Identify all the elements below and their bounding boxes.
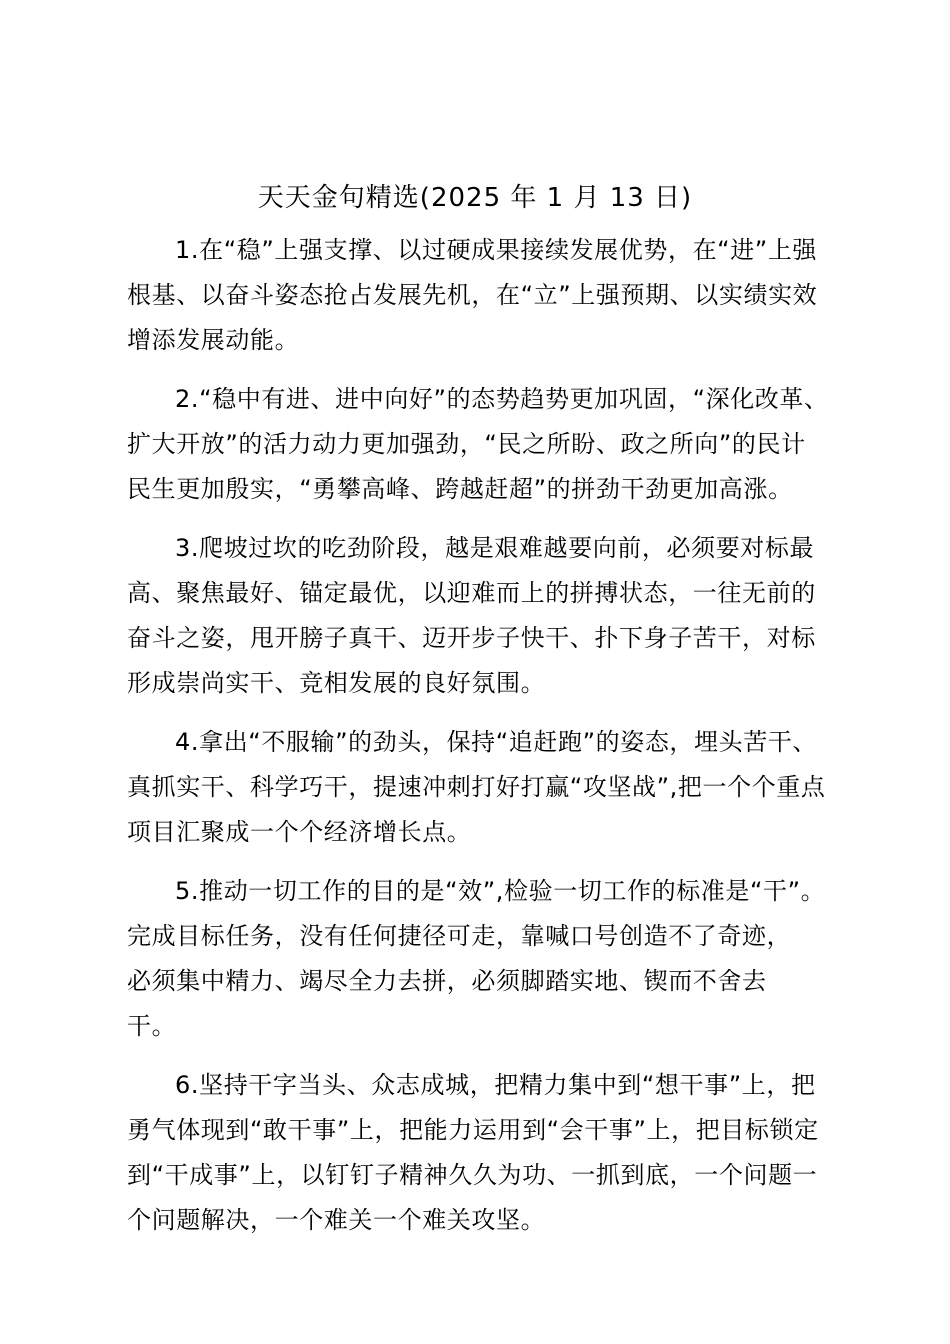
paragraph-line: 扩大开放”的活力动力更加强劲，“民之所盼、政之所向”的民计 [127, 430, 806, 458]
paragraph-line: 到“干成事”上，以钉钉子精神久久为功、一抓到底，一个问题一 [127, 1161, 818, 1189]
paragraph-1 [127, 228, 827, 363]
paragraph-line: 增添发展动能。 [127, 326, 300, 354]
paragraph-line: 5.推动一切工作的目的是“效”,检验一切工作的标准是“干”。 [175, 877, 826, 905]
paragraph-line: 2.“稳中有进、进中向好”的态势趋势更加巩固，“深化改革、 [175, 385, 829, 413]
paragraph-6 [127, 1063, 827, 1243]
paragraph-2 [127, 377, 827, 512]
document-body [127, 228, 827, 1257]
paragraph-line: 根基、以奋斗姿态抢占发展先机，在“立”上强预期、以实绩实效 [127, 281, 818, 309]
paragraph-line: 个问题解决，一个难关一个难关攻坚。 [127, 1206, 546, 1234]
paragraph-line: 奋斗之姿，甩开膀子真干、迈开步子快干、扑下身子苦干，对标 [127, 624, 816, 652]
paragraph-line: 6.坚持干字当头、众志成城，把精力集中到“想干事”上，把 [175, 1071, 816, 1099]
paragraph-4 [127, 720, 827, 855]
document-title: 天天金句精选(2025 年 1 月 13 日) [257, 183, 693, 213]
paragraph-line: 3.爬坡过坎的吃劲阶段，越是艰难越要向前，必须要对标最 [175, 534, 815, 562]
paragraph-3 [127, 526, 827, 706]
paragraph-5 [127, 869, 827, 1049]
paragraph-line: 干。 [127, 1012, 177, 1040]
paragraph-line: 项目汇聚成一个个经济增长点。 [127, 818, 472, 846]
paragraph-line: 真抓实干、科学巧干，提速冲刺打好打赢“攻坚战”,把一个个重点 [127, 773, 826, 801]
paragraph-line: 4.拿出“不服输”的劲头，保持“追赶跑”的姿态，埋头苦干、 [175, 728, 818, 756]
paragraph-line: 民生更加殷实，“勇攀高峰、跨越赶超”的拼劲干劲更加高涨。 [127, 475, 793, 503]
paragraph-line: 完成目标任务，没有任何捷径可走，靠喊口号创造不了奇迹， [127, 922, 792, 950]
paragraph-line: 必须集中精力、竭尽全力去拼，必须脚踏实地、锲而不舍去 [127, 967, 767, 995]
paragraph-line: 1.在“稳”上强支撑、以过硬成果接续发展优势，在“进”上强 [175, 236, 818, 264]
paragraph-line: 勇气体现到“敢干事”上，把能力运用到“会干事”上，把目标锁定 [127, 1116, 819, 1144]
paragraph-line: 高、聚焦最好、锚定最优，以迎难而上的拼搏状态，一往无前的 [127, 579, 816, 607]
paragraph-line: 形成崇尚实干、竞相发展的良好氛围。 [127, 669, 546, 697]
